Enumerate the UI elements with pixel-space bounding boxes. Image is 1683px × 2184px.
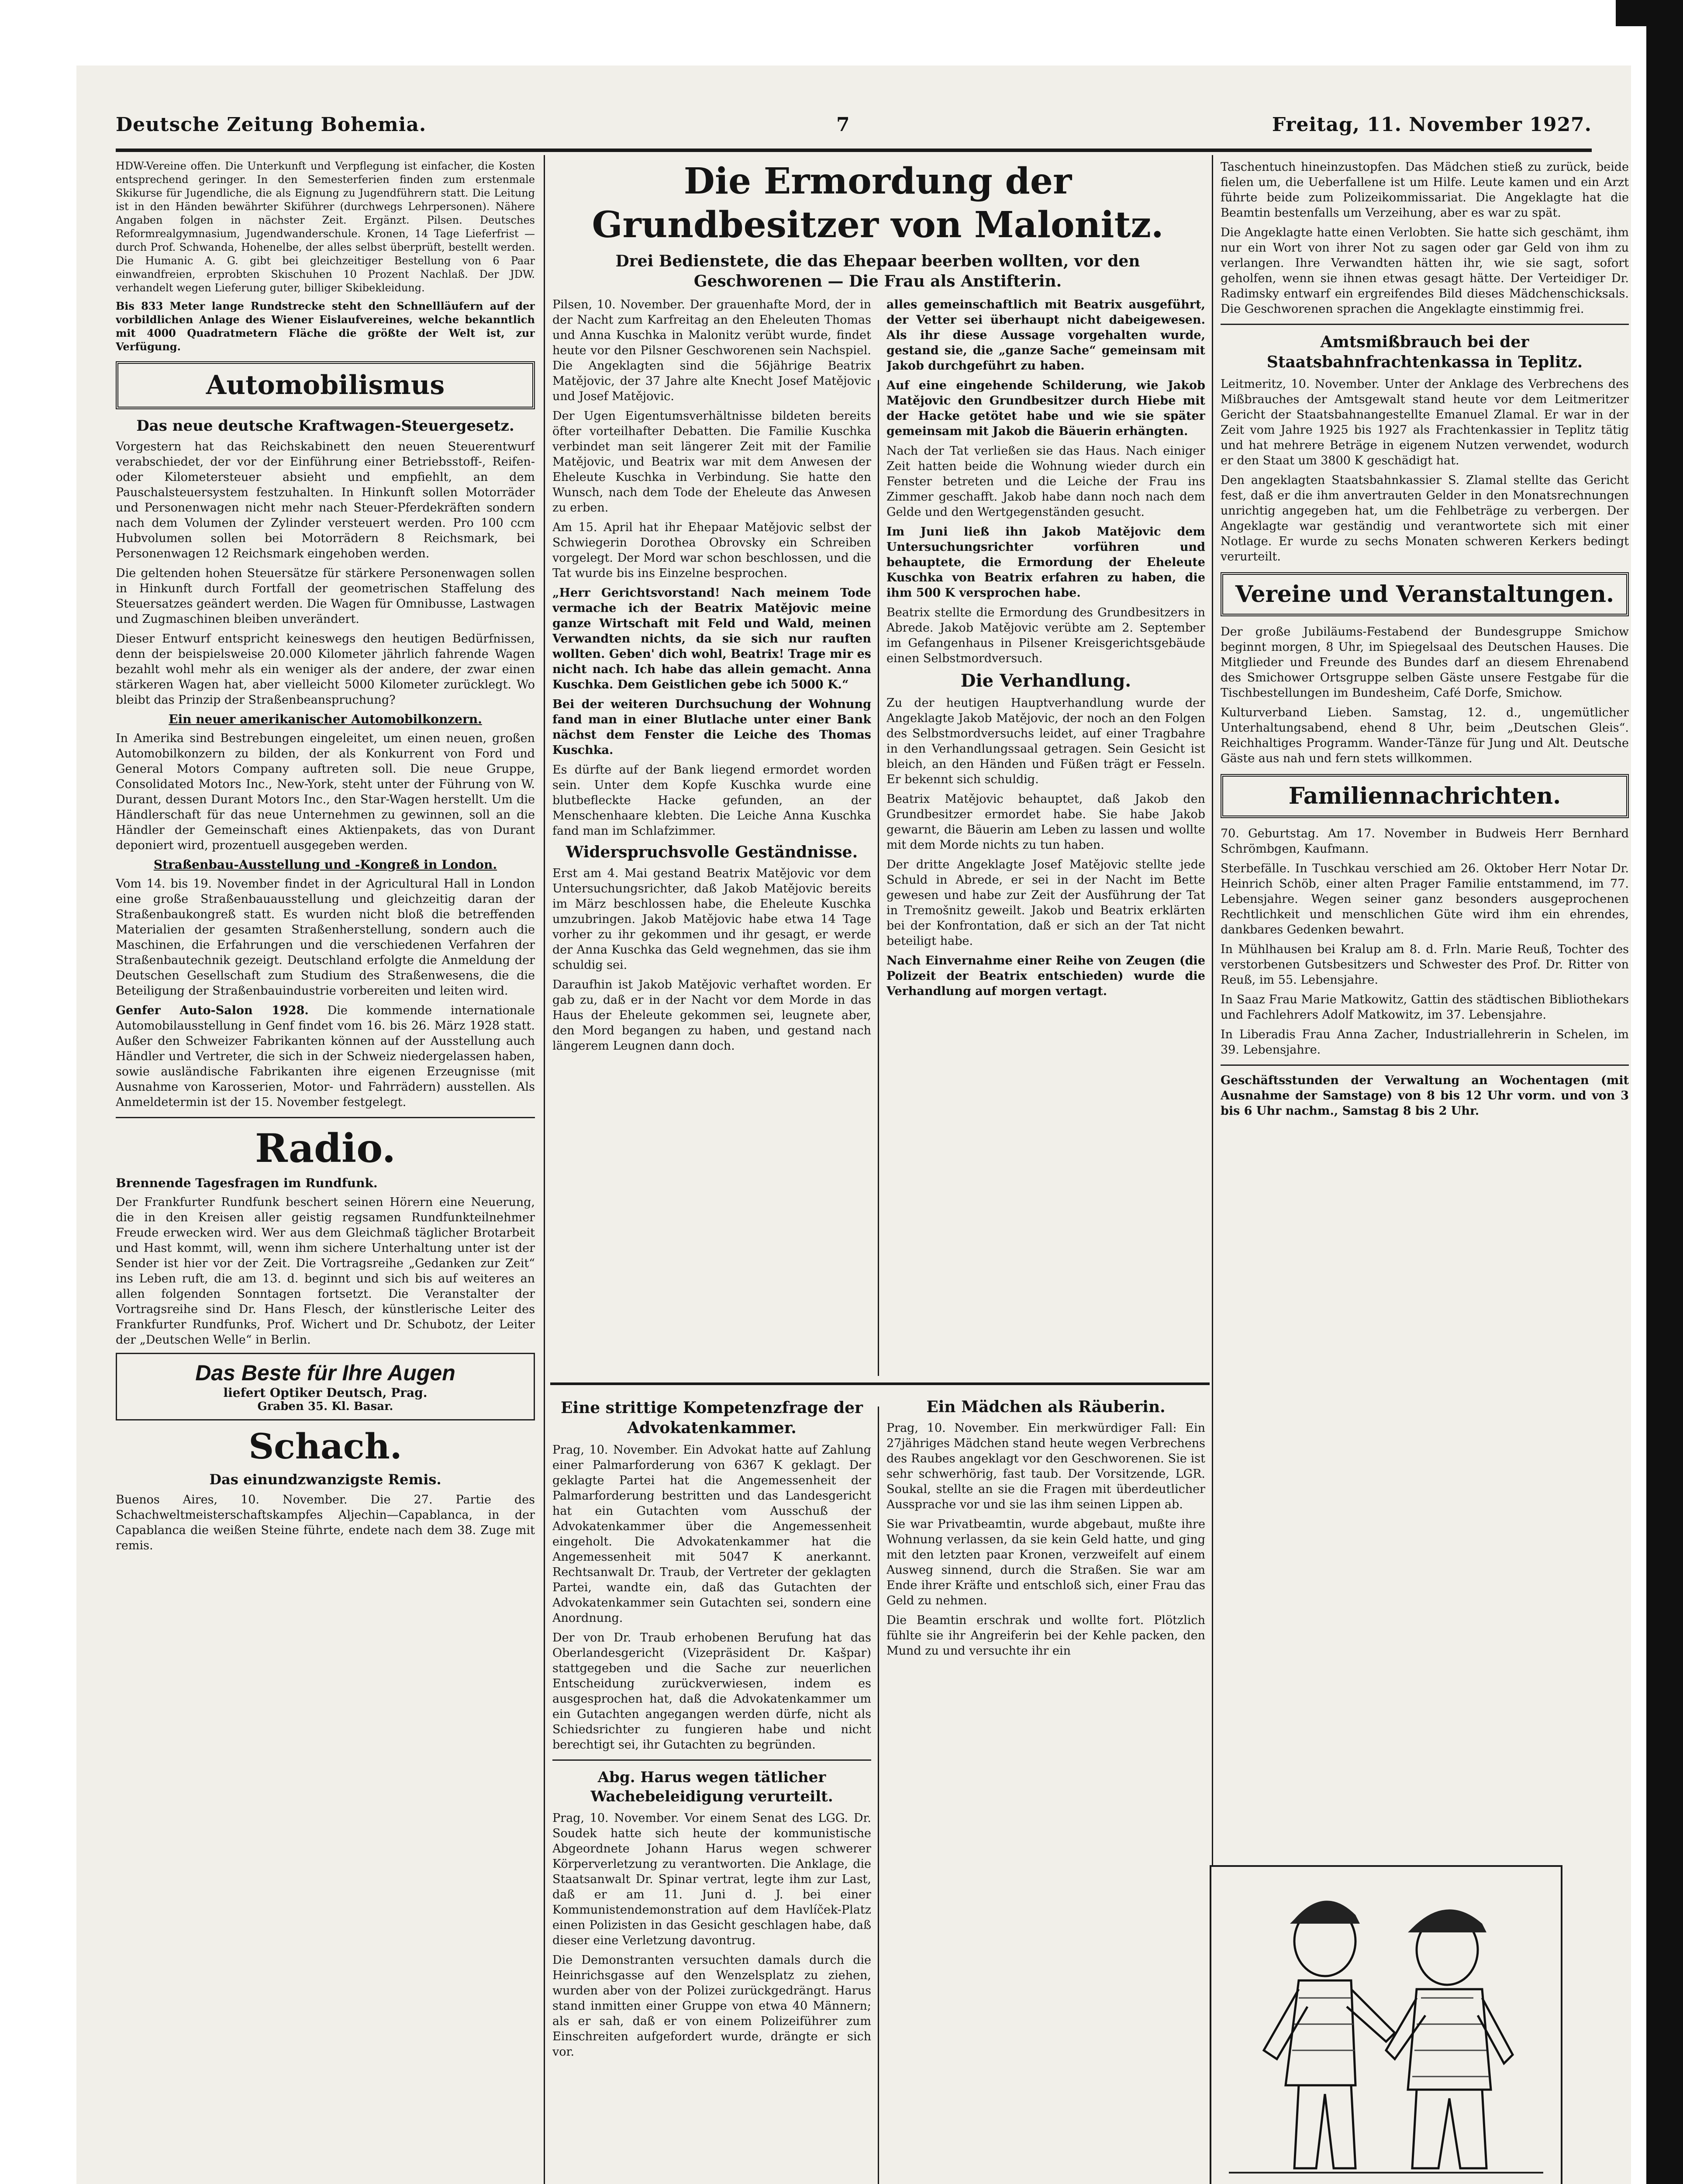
story-a-p1: Pilsen, 10. November. Der grauenhafte Mord, der in der Nacht zum Karfreitag an den Eheleuten Thomas und Anna Kuschka in Malonitz verübt wurde, findet heute vor den Pilsner Geschworenen sein Nachspiel. Die Angeklagten sind die 56jährige Beatrix Matějovic, der 37 Jahre alte Knecht Josef Matějovic und Josef Matějovic. [552, 298, 871, 403]
divider [116, 1117, 535, 1118]
scan-border-top [1616, 0, 1683, 26]
family-p4: In Saaz Frau Marie Matkowitz, Gattin des städtischen Bibliothekars und Fachlehrers Adolf Matkowitz, im 37. Lebensjahre. [1221, 993, 1629, 1022]
column-rule-4 [878, 1406, 879, 2184]
section-schach: Schach. [248, 1426, 402, 1467]
family-p5: In Liberadis Frau Anna Zacher, Industriallehrerin in Schelen, im 39. Lebensjahre. [1221, 1028, 1629, 1057]
divider [1221, 1064, 1629, 1066]
divider [552, 1759, 871, 1761]
cartoon-illustration [1210, 1865, 1562, 2184]
newspaper-page [76, 66, 1631, 2184]
optiker-ad [116, 1353, 535, 1420]
main-story-col-a [552, 297, 871, 1376]
office-hours: Geschäftsstunden der Verwaltung an Wochentagen (mit Ausnahme der Samstage) von 8 bis 12 Uhr vorm. und von 3 bis 6 Uhr nachm., Samstag 8 bis 2 Uhr. [1221, 1074, 1629, 1118]
article-strassenbau-title: Straßenbau-Ausstellung und -Kongreß in London. [153, 857, 497, 872]
amtsmissbrauch-text2: Den angeklagten Staatsbahnkassier S. Zlamal stellte das Gericht fest, daß er die ihm anvertrauten Gelder in den Monatsrechnungen unrichtig angegeben hat, um die Fehlbeträge zu verbergen. Der Angeklagte war geständig und verantwortete sich mit einer Notlage. Er wurde zu sechs Monaten schweren Kerkers bedingt verurteilt. [1221, 473, 1629, 563]
chess-text: Buenos Aires, 10. November. Die 27. Partie des Schachweltmeisterschaftskampfes Aljechin—Capablanca, in der Capablanca die weißen Steine führte, endete nach dem 38. Zuge mit remis. [116, 1493, 535, 1552]
article-genf-title: Genfer Auto-Salon 1928. [116, 1004, 309, 1017]
raeuberin-text3: Die Beamtin erschrak und wollte fort. Plötzlich fühlte sie ihr Angreiferin bei der Kehle packen, den Mund zu und versuchte ihr ein [886, 1614, 1205, 1658]
cartoon-drawing [1211, 1867, 1561, 2184]
family-p2: Sterbefälle. In Tuschkau verschied am 26. Oktober Herr Notar Dr. Heinrich Schöb, einer alten Prager Familie entstammend, im 77. Lebensjahre. Wegen seiner ganz besonders ausgeprochenen Rechtlichkeit und menschlichen Güte wird ihm ein ehrendes, dankbares Gedenken bewahrt. [1221, 862, 1629, 936]
article-konzern-title: Ein neuer amerikanischer Automobilkonzern. [169, 712, 482, 726]
family-p3: In Mühlhausen bei Kralup am 8. d. Frln. Marie Reuß, Tochter des verstorbenen Gutsbesitzers und Schwester des Prof. Dr. Ritter von Reuß, im 55. Lebensjahre. [1221, 943, 1629, 987]
article-kraftwagen-p3: Dieser Entwurf entspricht keineswegs den heutigen Bedürfnissen, denn der beispielsweise 20.000 Kilometer jährlich fahrende Wagen bezahlt wohl mehr als ein weniger als der andere, der zwar einen stärkeren Wagen hat, aber vielleicht 5000 Kilometer zurücklegt. Wo bleibt das Prinzip der Straßenbeanspruchung? [116, 632, 535, 707]
ad-headline: Das Beste für Ihre Augen [195, 1361, 455, 1385]
right-top-text2: Die Angeklagte hatte einen Verlobten. Sie hatte sich geschämt, ihm nur ein Wort von ihrer Not zu sagen oder gar Geld von ihm zu verlangen. Ihre Verwandten hätten ihr, wie sie sagt, sofort geholfen, wenn sie ihnen etwas gesagt hätte. Der Verteidiger Dr. Radimsky entwarf ein ergreifendes Bild dieses Mädchenschicksals. Die Geschworenen sprachen die Angeklagte einstimmig frei. [1221, 226, 1629, 316]
story-b-p2: Auf eine eingehende Schilderung, wie Jakob Matějovic den Grundbesitzer durch Hiebe mit der Hacke getötet habe und wie sie später gemeinsam mit Jakob die Bäuerin erhängten. [886, 379, 1205, 438]
section-vereine: Vereine und Veranstaltungen. [1221, 572, 1629, 616]
column-rule-1 [544, 155, 545, 2184]
column-rule-3 [878, 380, 879, 1376]
story-a-more2: Daraufhin ist Jakob Matějovic verhaftet worden. Er gab zu, daß er in der Nacht vor dem Morde in das Haus der Eheleute gekommen sei, leugnete aber, den Mord begangen zu haben, und gestand nach längerem Leugnen dann doch. [552, 978, 871, 1053]
scan-border-right [1646, 0, 1683, 2184]
story-b-p4: Im Juni ließ ihn Jakob Matějovic dem Untersuchungsrichter vorführen und behauptete, die Ermordung der Eheleute Kuschka von Beatrix erfahren zu haben, die ihm 500 K versprochen habe. [886, 525, 1205, 600]
story-a-quote: „Herr Gerichtsvorstand! Nach meinem Tode vermache ich der Beatrix Matějovic meine ganze Wirtschaft mit Feld und Wald, meinen Verwandten nichts, da sie sich nur rauften wollten. Geben' dich wohl, Beatrix! Trage mir es nicht nach. Ich habe das allein gemacht. Anna Kuschka. Dem Geistlichen gebe ich 5000 K.“ [552, 586, 871, 691]
story-b-p3: Nach der Tat verließen sie das Haus. Nach einiger Zeit hatten beide die Wohnung wieder durch ein Fenster betreten und die Leiche der Frau ins Zimmer geschafft. Jakob habe dann noch nach dem Gelde und den Wertgegenständen gesucht. [886, 444, 1205, 519]
story-a-p3: Am 15. April hat ihr Ehepaar Matějovic selbst der Schwiegerin Dorothea Obrovsky ein Schreiben vorgelegt. Der Mord war schon beschlossen, und die Tat wurde bis ins Einzelne besprochen. [552, 521, 871, 580]
vereine-text: Der große Jubiläums-Festabend der Bundesgruppe Smichow beginnt morgen, 8 Uhr, im Spiegelsaal des Deutschen Hauses. Die Mitglieder und Freunde des Bundes darf an diesem Ehrenabend des Smichower Ortsgruppe selben Gäste unsere Festgabe für die Tischbestellungen im Bundesheim, Café Dorfe, Smichow. [1221, 625, 1629, 700]
story-a-p5: Bei der weiteren Durchsuchung der Wohnung fand man in einer Blutlache unter einer Bank nächst dem Fenster die Leiche des Thomas Kuschka. [552, 698, 871, 757]
kompetenz-text: Prag, 10. November. Ein Advokat hatte auf Zahlung einer Palmarforderung von 6367 K geklagt. Der geklagte Partei hat die Angemessenheit der Palmarforderung bestritten und das Landesgericht hat ein Gutachten vom Ausschuß der Advokatenkammer über die Angemessenheit eingeholt. Die Advokatenkammer hat die Angemessenheit mit 5047 K anerkannt. Rechtsanwalt Dr. Traub, der Vertreter der geklagten Partei, wandte ein, daß das Gutachten der Advokatenkammer sein Gutachten sei, sondern eine Anordnung. [552, 1443, 871, 1625]
story-a-more1: Erst am 4. Mai gestand Beatrix Matějovic vor dem Untersuchungsrichter, daß Jakob Matějovic bereits im März beschlossen habe, die Eheleute Kuschka umzubringen. Jakob Matějovic habe etwa 14 Tage vorher zu ihr gekommen und ihr gesagt, er werde der Anna Kuschka das Geld wegnehmen, das sie ihm schuldig sei. [552, 867, 871, 972]
header-rule [116, 149, 1592, 152]
article-genf-text [116, 1003, 535, 1110]
story-b-p1: alles gemeinschaftlich mit Beatrix ausgeführt, der Vetter sei überhaupt nicht dabeigewesen. Als ihr diese Aussage vorgehalten wurde, gestand sie, die „ganze Sache“ gemeinsam mit Jakob durchgeführt zu haben. [886, 298, 1205, 373]
family-p1: 70. Geburtstag. Am 17. November in Budweis Herr Bernhard Schrömbgen, Kaufmann. [1221, 827, 1629, 856]
ad-address: Graben 35. Kl. Basar. [257, 1400, 393, 1413]
article-strassenbau-text: Vom 14. bis 19. November findet in der Agricultural Hall in London eine große Straßenbauausstellung und gleichzeitig daran der Straßenbaukongreß statt. Es wurden nicht bloß die betreffenden Materialien der gesamten Straßenherstellung, sondern auch die Maschinen, die Erfahrungen und die verschiedenen Verfahren der Straßenbautechnik gezeigt. Deutschland erfolgte die Anmeldung der Deutschen Gesellschaft zum Studium des Straßenwesens, die die Beteiligung der Straßenbauindustrie vorbereiten und leiten wird. [116, 877, 535, 998]
main-subheadline: Drei Bedienstete, die das Ehepaar beerben wollten, vor den Geschworenen — Die Frau als Anstifterin. [615, 252, 1140, 290]
story-b-more1: Zu der heutigen Hauptverhandlung wurde der Angeklagte Jakob Matějovic, der noch an den Folgen des Selbstmordversuchs leidet, auf einer Tragbahre in den Verhandlungssaal getragen. Sein Gesicht ist bleich, an den Händen und Füßen trägt er Fesseln. Er bekennt sich schuldig. [886, 696, 1205, 786]
col1-notice: Bis 833 Meter lange Rundstrecke steht den Schnellläufern auf der vorbildlichen Anlage des Wiener Eislaufvereines, welche bekanntlich mit 4000 Quadratmetern Fläche die größte der Welt ist, zur Verfügung. [116, 300, 535, 353]
raeuberin-text: Prag, 10. November. Ein merkwürdiger Fall: Ein 27jähriges Mädchen stand heute wegen Verbrechens des Raubes angeklagt vor den Geschworenen. Sie ist sehr schwerhörig, fast taub. Der Vorsitzende, LGR. Soukal, stellte an sie die Fragen mit überdeutlicher Aussprache vor und sie las ihm seinen Lippen ab. [886, 1421, 1205, 1511]
radio-subtitle: Brennende Tagesfragen im Rundfunk. [116, 1176, 378, 1190]
bottom-mid-col-b [886, 1393, 1205, 2184]
article-kraftwagen-title: Das neue deutsche Kraftwagen-Steuergesetz. [136, 417, 514, 435]
main-story-bottom-rule [550, 1382, 1210, 1385]
page-header [116, 114, 1592, 153]
story-a-section: Widerspruchsvolle Geständnisse. [566, 843, 858, 861]
story-b-more3: Der dritte Angeklagte Josef Matějovic stellte jede Schuld in Abrede, er sei in der Nacht im Bette gewesen und habe zur Zeit der Ausführung der Tat in Tremošnitz geweilt. Jakob und Beatrix erklärten bei der Konfrontation, daß er sich an der Tat nicht beteiligt habe. [886, 858, 1205, 948]
column-left [116, 159, 535, 2184]
story-a-p6: Es dürfte auf der Bank liegend ermordet worden sein. Unter dem Kopfe Kuschka wurde eine blutbefleckte Hacke gefunden, an der Menschenhaare klebten. Die Leiche Anna Kuschka fand man im Schlafzimmer. [552, 763, 871, 838]
raeuberin-text2: Sie war Privatbeamtin, wurde abgebaut, mußte ihre Wohnung verlassen, da sie kein Geld hatte, und ging mit den letzten paar Kronen, verzweifelt auf einem Ausweg sinnend, durch die Straßen. Sie war am Ende ihrer Kräfte und entschloß sich, einer Frau das Geld zu nehmen. [886, 1517, 1205, 1607]
divider [1221, 324, 1629, 325]
harus-text: Prag, 10. November. Vor einem Senat des LGG. Dr. Soudek hatte sich heute der kommunistische Abgeordnete Johann Harus wegen schwerer Körperverletzung zu verantworten. Die Anklage, die Staatsanwalt Dr. Spinar vertrat, legte ihm zur Last, daß er am 11. Juni d. J. bei einer Kommunistendemonstration auf dem Havlíček-Platz einen Polizisten in das Gesicht geschlagen habe, daß dieser eine Verletzung davontrug. [552, 1811, 871, 1947]
kompetenz-text2: Der von Dr. Traub erhobenen Berufung hat das Oberlandesgericht (Vizepräsident Dr. Kašpar) stattgegeben und die Sache zur neuerlichen Entscheidung zurückverwiesen, indem es ausgesprochen hat, daß die Advokatenkammer um ein Gutachten angegangen werden dürfe, nicht als Schiedsrichter zu fungieren habe und nicht berechtigt sei, ihr Gutachten zu begründen. [552, 1631, 871, 1752]
section-automobilismus: Automobilismus [116, 361, 535, 409]
header-page-number: 7 [836, 114, 850, 136]
article-konzern-text: In Amerika sind Bestrebungen eingeleitet, um einen neuen, großen Automobilkonzern zu bilden, der als Konkurrent von Ford und General Motors Company auftreten soll. Die neue Gruppe, Consolidated Motors Inc., New-York, steht unter der Führung von W. Durant, dessen Durant Motors Inc., den Star-Wagen herstellt. Um die Händlerschaft für das neue Unternehmen zu gewinnen, soll an die Händler der Gemeinschaft eines Aktienpakets, das von Durant deponiert wird, prozentuell ausgegeben werden. [116, 732, 535, 852]
chess-subtitle: Das einundzwanzigste Remis. [209, 1471, 441, 1488]
bottom-mid-col-a [552, 1393, 871, 2184]
radio-text: Der Frankfurter Rundfunk beschert seinen Hörern eine Neuerung, die in den Kreisen aller geistig regsamen Rundfunkteilnehmer Freude erwecken wird. Wer aus dem Gleichmaß täglicher Brotarbeit und Hast kommt, will, wenn ihm sichere Unterhaltung unter ist der Sender ist hier vor der Zeit. Die Vortragsreihe „Gedanken zur Zeit“ ins Leben ruft, die am 13. d. beginnt und sich bis auf weiteres an allen folgenden Sonntagen fortsetzt. Die Veranstalter der Vortragsreihe sind Dr. Hans Flesch, der künstlerische Leiter des Frankfurter Rundfunks, Prof. Wichert und Dr. Schubotz, der Leiter der „Deutschen Welle“ in Berlin. [116, 1196, 535, 1347]
article-genf-body: Die kommende internationale Automobilausstellung in Genf findet vom 16. bis 26. März 1928 statt. Außer den Schweizer Fabrikanten können auf der Ausstellung auch Händler und Vertreter, die sich in der Schweiz niedergelassen haben, sowie ausländische Fabrikanten ihre eigenen Erzeugnisse (mit Ausnahme von Karosserien, Motor- und Fahrrädern) ausstellen. Als Anmeldetermin ist der 15. November festgelegt. [116, 1004, 535, 1109]
main-story-col-b [886, 297, 1205, 1376]
col1-intro: HDW-Vereine offen. Die Unterkunft und Verpflegung ist einfacher, die Kosten entsprechend geringer. In den Semesterferien finden zum erstenmale Skikurse für Jugendliche, die als Eignung zu Jugendführern statt. Die Leitung ist in den Händen bewährter Skiführer (durchwegs Lehrpersonen). Nähere Angaben folgen in nächster Zeit. Ergänzt. Pilsen. Deutsches Reformrealgymnasium, Jugendwanderschule. Kronen, 14 Tage Lieferfrist — durch Prof. Schwanda, Hohenelbe, der alles selbst überprüft, bestellt werden. Die Humanic A. G. gibt bei gleichzeitiger Bestellung von 6 Paar einwandfreien, erprobten Skischuhen 10 Prozent Nachlaß. Der JDW. verhandelt wegen Lieferung guter, billiger Skibekleidung. [116, 160, 535, 294]
raeuberin-title: Ein Mädchen als Räuberin. [926, 1398, 1166, 1416]
article-kraftwagen-p1: Vorgestern hat das Reichskabinett den neuen Steuerentwurf verabschiedet, der vor der Einführung einer Betriebsstoff-, Reifen- oder Kilometersteuer absieht und empfiehlt, an dem Pauschalsteuersystem festzuhalten. In Hinkunft sollen Motorräder und Personenwagen nicht mehr nach Steuer-Pferdekräften sondern nach dem Volumen der Zylinder versteuert werden. Pro 100 ccm Hubvolumen sollen bei Motorrädern 8 Reichsmark, bei Personenwagen 12 Reichsmark eingehoben werden. [116, 440, 535, 560]
ad-vendor: liefert Optiker Deutsch, Prag. [223, 1386, 428, 1400]
story-a-p2: Der Ugen Eigentumsverhältnisse bildeten bereits öfter vorteilhafter Debatten. Die Familie Kuschka verbindet man seit längerer Zeit mit der Familie Matějovic, und Beatrix war mit dem Anwesen der Eheleute Kuschka in Verbindung. Sie hatte den Wunsch, nach dem Tode der Eheleute das Anwesen zu erben. [552, 409, 871, 515]
harus-text2: Die Demonstranten versuchten damals durch die Heinrichsgasse auf den Wenzelsplatz zu ziehen, wurden aber von der Polizei zurückgedrängt. Harus stand inmitten einer Gruppe von etwa 40 Männern; als er sah, daß er von einem Polizeiführer zum Einschreiten aufgefordert wurde, drängte er sich vor. [552, 1953, 871, 2059]
story-b-more4: Nach Einvernahme einer Reihe von Zeugen (die Polizeit der Beatrix entschieden) wurde die Verhandlung auf morgen vertagt. [886, 954, 1205, 998]
section-familiennachrichten: Familiennachrichten. [1221, 774, 1629, 818]
column-right [1221, 159, 1629, 1915]
section-radio: Radio. [255, 1125, 396, 1171]
amtsmissbrauch-text: Leitmeritz, 10. November. Unter der Anklage des Verbrechens des Mißbrauches der Amtsgewalt stand heute vor dem Leitmeritzer Gericht der Staatsbahnangestellte Emanuel Zlamal. Er war in der Zeit vom Jahre 1925 bis 1927 als Frachtenkassier in Teplitz tätig und hat mehrere Beträge in eigenem Nutzen verwendet, wodurch er den Staat um 3800 K geschädigt hat. [1221, 377, 1629, 467]
harus-title: Abg. Harus wegen tätlicher Wachebeleidigung verurteilt. [590, 1769, 833, 1805]
right-top-text: Taschentuch hineinzustopfen. Das Mädchen stieß zu zurück, beide fielen um, die Ueberfallene ist um Hilfe. Leute kamen und ein Arzt führte beide zum Polizeikommissariat. Die Angeklagte hat die Beamtin bestenfalls um Verzeihung, aber es war zu spät. [1221, 160, 1629, 220]
main-headline: Die Ermordung der Grundbesitzer von Malonitz. [592, 160, 1164, 246]
kompetenz-title: Eine strittige Kompetenzfrage der Advokatenkammer. [560, 1399, 863, 1437]
story-b-p5: Beatrix stellte die Ermordung des Grundbesitzers in Abrede. Jakob Matějovic verübte am 2. September im Gefangenhaus in Pilsener Kreisgerichtsgebäude einen Selbstmordversuch. [886, 606, 1205, 665]
article-kraftwagen-p2: Die geltenden hohen Steuersätze für stärkere Personenwagen sollen in Hinkunft durch Fortfall der geometrischen Staffelung des Steuersatzes geändert werden. Die Wagen für Omnibusse, Lastwagen und Zugmaschinen bleiben unverändert. [116, 567, 535, 626]
header-paper-name: Deutsche Zeitung Bohemia. [116, 114, 427, 136]
header-date: Freitag, 11. November 1927. [1272, 114, 1592, 136]
story-b-more2: Beatrix Matějovic behauptet, daß Jakob den Grundbesitzer ermordet habe. Sie habe Jakob gewarnt, die Bäuerin am Leben zu lassen und wollte mit dem Morde nichts zu tun haben. [886, 792, 1205, 852]
vereine-text2: Kulturverband Lieben. Samstag, 12. d., ungemütlicher Unterhaltungsabend, ehend 8 Uhr, beim „Deutschen Gleis“. Reichhaltiges Programm. Wander-Tänze für Jung und Alt. Deutsche Gäste aus nah und fern stets willkommen. [1221, 706, 1629, 765]
amtsmissbrauch-title: Amtsmißbrauch bei der Staatsbahnfrachtenkassa in Teplitz. [1266, 333, 1583, 371]
story-b-section: Die Verhandlung. [960, 670, 1131, 691]
